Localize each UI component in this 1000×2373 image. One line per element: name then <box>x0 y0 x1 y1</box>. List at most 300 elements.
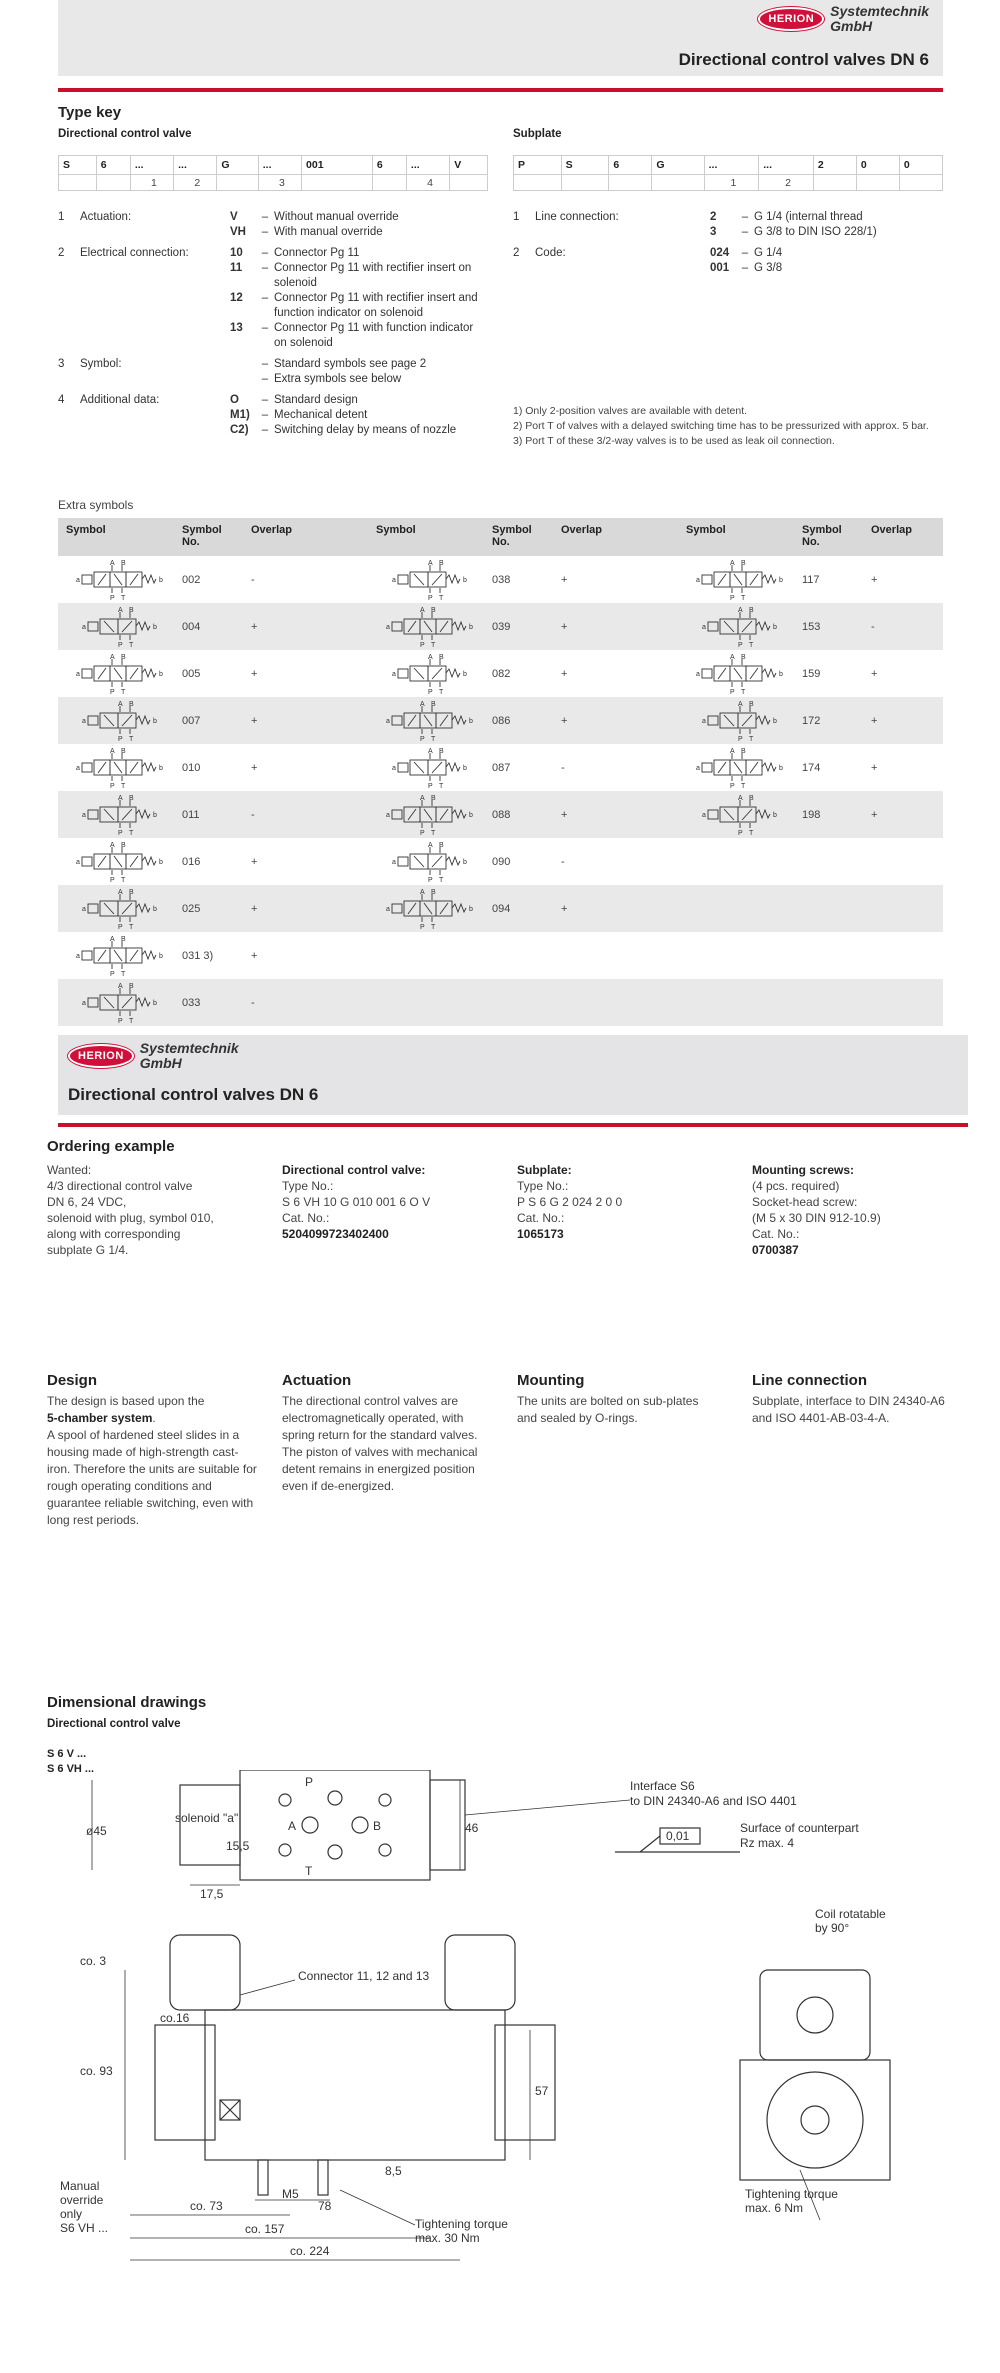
wanted-line: solenoid with plug, symbol 010, <box>47 1211 214 1225</box>
svg-text:A: A <box>730 747 735 755</box>
symbol-number: 088 <box>492 808 511 821</box>
lbl-co73: co. 73 <box>190 2199 223 2213</box>
svg-text:P: P <box>428 876 433 882</box>
valve-symbol <box>63 654 173 694</box>
svg-text:A: A <box>118 888 123 896</box>
dim-model-1: S 6 V ... <box>47 1748 87 1760</box>
valve-label: Directional control valve: <box>282 1163 426 1177</box>
svg-text:P: P <box>428 782 433 788</box>
symbol-overlap: + <box>251 949 258 962</box>
lbl-d85: 8,5 <box>385 2164 402 2178</box>
svg-text:a: a <box>386 623 390 631</box>
svg-text:A: A <box>428 841 433 849</box>
wanted-line: 4/3 directional control valve <box>47 1179 193 1193</box>
symbol-cell <box>683 744 793 791</box>
svg-text:T: T <box>431 923 436 929</box>
item-label: Code: <box>535 247 566 259</box>
symbol-col-header: Overlap <box>561 524 602 536</box>
option-line <box>710 210 943 225</box>
lbl-manual-2: override <box>60 2193 104 2207</box>
svg-text:A: A <box>110 747 115 755</box>
sub-cat-label: Cat. No.: <box>517 1211 565 1225</box>
svg-text:P: P <box>118 735 123 741</box>
valve-symbol <box>373 607 483 647</box>
svg-text:b: b <box>773 811 777 819</box>
symbol-overlap: + <box>561 714 568 727</box>
option-text: With manual override <box>274 226 383 238</box>
subplate-code-2: 6 <box>609 156 652 175</box>
symbol-overlap: + <box>251 667 258 680</box>
symbol-overlap: - <box>251 808 255 821</box>
valve-symbol <box>373 560 483 600</box>
page-header-2 <box>58 1035 968 1115</box>
svg-text:P: P <box>420 641 425 647</box>
side-solenoid-b <box>495 2025 555 2140</box>
option-text: Connector Pg 11 with rectifier insert and function indicator on solenoid <box>274 292 478 319</box>
symbol-number: 086 <box>492 714 511 727</box>
item-options <box>710 210 943 240</box>
item-num: 4 <box>58 394 65 406</box>
svg-text:a: a <box>392 576 396 584</box>
svg-text:b: b <box>773 717 777 725</box>
svg-text:T: T <box>439 782 444 788</box>
option-code: 13 <box>230 322 243 334</box>
svg-text:b: b <box>463 576 467 584</box>
symbol-cell <box>683 603 793 650</box>
subplate-subhead: Subplate <box>513 128 562 140</box>
lineconn-title: Line connection <box>752 1372 868 1389</box>
page-header <box>58 0 943 76</box>
option-text: Without manual override <box>274 211 399 223</box>
svg-text:a: a <box>82 717 86 725</box>
svg-text:b: b <box>779 670 783 678</box>
symbol-overlap: + <box>251 761 258 774</box>
svg-text:T: T <box>121 688 126 694</box>
svg-text:B: B <box>129 888 134 896</box>
option-dash: – <box>261 394 269 406</box>
item-label: Actuation: <box>80 211 132 223</box>
subplate-idx-0 <box>514 175 562 191</box>
valve-idx-8: 4 <box>406 175 449 191</box>
option-dash: – <box>741 226 749 238</box>
svg-text:A: A <box>428 559 433 567</box>
option-line <box>230 261 488 291</box>
symbol-number: 002 <box>182 573 201 586</box>
connector-b <box>445 1935 515 2010</box>
symbol-overlap: + <box>251 714 258 727</box>
lbl-torque-2a: Tightening torque <box>745 2187 838 2201</box>
svg-text:A: A <box>420 700 425 708</box>
screw-line: (M 5 x 30 DIN 912-10.9) <box>752 1211 881 1225</box>
svg-text:b: b <box>469 623 473 631</box>
symbol-cell <box>373 885 483 932</box>
symbol-overlap: + <box>251 855 258 868</box>
sub-cat: 1065173 <box>517 1227 564 1241</box>
symbol-overlap: + <box>561 620 568 633</box>
svg-text:P: P <box>110 782 115 788</box>
symbol-overlap: - <box>251 996 255 1009</box>
subplate-idx-2 <box>609 175 652 191</box>
option-code: 11 <box>230 262 243 274</box>
symbol-row <box>58 791 943 838</box>
symbol-number: 007 <box>182 714 201 727</box>
valve-code-0: S <box>59 156 97 175</box>
item-num: 1 <box>58 211 65 223</box>
svg-text:A: A <box>738 606 743 614</box>
subplate-code-6: 2 <box>813 156 856 175</box>
svg-text:b: b <box>159 764 163 772</box>
lbl-d155: 15,5 <box>226 1839 250 1853</box>
logo-line2: GmbH <box>830 18 873 34</box>
svg-text:A: A <box>428 747 433 755</box>
lbl-connector: Connector 11, 12 and 13 <box>298 1969 430 1983</box>
design-section: Design The design is based upon the 5-chamber system. A spool of hardened steel slides in a housing made of high-strength cast-iron. Therefore the units are suitable for rough operating conditions and guarantee reliable switching, even with long rest periods. <box>47 1372 257 1527</box>
svg-text:b: b <box>159 858 163 866</box>
svg-text:a: a <box>392 858 396 866</box>
svg-text:B: B <box>431 888 436 896</box>
svg-text:A: A <box>738 700 743 708</box>
dim-model-2: S 6 VH ... <box>47 1763 95 1775</box>
symbol-cell <box>373 650 483 697</box>
svg-text:a: a <box>82 811 86 819</box>
symbols-header <box>58 518 943 556</box>
valve-idx-7 <box>372 175 406 191</box>
sub-label: Subplate: <box>517 1163 572 1177</box>
lbl-surface-2: Rz max. 4 <box>740 1836 795 1850</box>
valve-symbol <box>373 795 483 835</box>
symbol-overlap: + <box>871 808 878 821</box>
typekey-item <box>58 210 488 240</box>
ordering-title: Ordering example <box>47 1138 175 1155</box>
lbl-coil-2: by 90° <box>815 1921 850 1935</box>
valve-symbol <box>373 748 483 788</box>
typekey-item <box>58 246 488 351</box>
svg-text:A: A <box>110 559 115 567</box>
top-view-solenoid-a <box>180 1785 240 1865</box>
symbol-cell <box>63 556 173 603</box>
option-code: 3 <box>710 226 717 238</box>
symbol-number: 174 <box>802 761 821 774</box>
svg-text:P: P <box>730 782 735 788</box>
svg-text:a: a <box>702 811 706 819</box>
option-code: C2) <box>230 424 249 436</box>
item-options <box>230 210 488 240</box>
lbl-d175: 17,5 <box>200 1887 224 1901</box>
symbol-row <box>58 979 943 1026</box>
typekey-item <box>513 246 943 276</box>
option-line <box>710 225 943 240</box>
end-view-coil <box>740 2060 890 2180</box>
svg-text:a: a <box>392 670 396 678</box>
option-dash: – <box>261 424 269 436</box>
svg-text:P: P <box>118 1017 123 1023</box>
svg-text:A: A <box>118 606 123 614</box>
mounting-text: The units are bolted on sub-plates and sealed by O-rings. <box>517 1394 699 1425</box>
symbol-col-header: Symbol <box>66 524 106 536</box>
svg-text:A: A <box>428 653 433 661</box>
svg-text:A: A <box>420 606 425 614</box>
item-num: 2 <box>513 247 520 259</box>
side-view-body <box>205 2010 505 2160</box>
svg-text:T: T <box>439 688 444 694</box>
lbl-port-p: P <box>305 1775 314 1789</box>
svg-text:b: b <box>773 623 777 631</box>
svg-text:b: b <box>153 905 157 913</box>
svg-text:T: T <box>749 735 754 741</box>
svg-text:B: B <box>439 559 444 567</box>
end-view-connector <box>760 1970 870 2060</box>
symbol-number: 011 <box>182 808 200 821</box>
symbol-row <box>58 556 943 603</box>
symbol-col-header: Symbol <box>376 524 416 536</box>
valve-idx-4 <box>217 175 258 191</box>
symbol-cell <box>63 791 173 838</box>
svg-text:P: P <box>420 923 425 929</box>
footnote: 3) Port T of these 3/2-way valves is to be used as leak oil connection. <box>513 435 835 447</box>
symbol-cell <box>63 979 173 1026</box>
svg-text:T: T <box>431 829 436 835</box>
symbol-cell <box>683 650 793 697</box>
svg-text:T: T <box>741 782 746 788</box>
option-line <box>230 210 488 225</box>
svg-text:a: a <box>76 952 80 960</box>
design-p2: A spool of hardened steel slides in a housing made of high-strength cast-iron. Therefore the units are suitable for rough operating conditions and guarantee reliable switching, even with long rest periods. <box>47 1428 257 1527</box>
lbl-port-b: B <box>373 1819 382 1833</box>
svg-text:b: b <box>463 670 467 678</box>
subplate-code-3: G <box>652 156 704 175</box>
red-divider-2 <box>58 1123 968 1127</box>
valve-code-9: V <box>450 156 488 175</box>
symbol-cell <box>373 791 483 838</box>
valve-symbol <box>373 701 483 741</box>
ordering-wanted <box>47 1162 267 1258</box>
subplate-idx-1 <box>561 175 609 191</box>
item-options <box>710 246 943 276</box>
symbol-number: 025 <box>182 902 201 915</box>
subplate-idx-3 <box>652 175 704 191</box>
valve-symbol <box>683 748 793 788</box>
valve-code-2: ... <box>130 156 173 175</box>
item-label: Electrical connection: <box>80 247 189 259</box>
svg-text:P: P <box>110 688 115 694</box>
symbol-number: 004 <box>182 620 201 633</box>
svg-text:a: a <box>82 999 86 1007</box>
valve-symbol <box>63 607 173 647</box>
item-options <box>230 393 488 438</box>
lbl-co16: co.16 <box>160 2011 190 2025</box>
symbol-number: 094 <box>492 902 511 915</box>
svg-text:T: T <box>741 594 746 600</box>
herion-logo <box>758 4 929 34</box>
subplate-code-0: P <box>514 156 562 175</box>
svg-text:A: A <box>110 935 115 943</box>
item-options <box>230 246 488 351</box>
valve-symbol <box>683 560 793 600</box>
lbl-m5: M5 <box>282 2187 299 2201</box>
valve-code-table <box>58 155 488 191</box>
option-line <box>230 372 488 387</box>
option-line <box>230 291 488 321</box>
logo-line2-2: GmbH <box>139 1055 182 1071</box>
svg-text:P: P <box>738 735 743 741</box>
svg-text:B: B <box>439 841 444 849</box>
document-title-2: Directional control valves DN 6 <box>68 1085 319 1104</box>
wanted-line: DN 6, 24 VDC, <box>47 1195 127 1209</box>
svg-text:B: B <box>749 606 754 614</box>
svg-text:T: T <box>439 594 444 600</box>
symbol-col-header: Overlap <box>251 524 292 536</box>
side-solenoid-a <box>155 2025 215 2140</box>
symbol-overlap: + <box>871 714 878 727</box>
symbol-overlap: + <box>561 573 568 586</box>
option-code: M1) <box>230 409 250 421</box>
svg-text:P: P <box>110 970 115 976</box>
option-line <box>230 393 488 408</box>
symbol-cell <box>683 791 793 838</box>
symbol-row <box>58 838 943 885</box>
svg-text:A: A <box>420 794 425 802</box>
option-dash: – <box>261 226 269 238</box>
valve-symbol <box>373 889 483 929</box>
mounting-title: Mounting <box>517 1372 585 1389</box>
symbol-number: 031 3) <box>182 949 214 962</box>
svg-text:b: b <box>153 717 157 725</box>
svg-text:b: b <box>153 623 157 631</box>
svg-text:a: a <box>82 905 86 913</box>
lbl-d57: 57 <box>535 2084 549 2098</box>
svg-text:a: a <box>76 670 80 678</box>
symbol-number: 039 <box>492 620 511 633</box>
symbol-row <box>58 932 943 979</box>
svg-text:b: b <box>779 576 783 584</box>
valve-idx-1 <box>96 175 130 191</box>
svg-text:B: B <box>129 982 134 990</box>
symbol-number: 033 <box>182 996 201 1009</box>
symbol-cell <box>63 932 173 979</box>
option-dash: – <box>261 358 269 370</box>
symbol-number: 016 <box>182 855 201 868</box>
wanted-line: along with corresponding <box>47 1227 181 1241</box>
logo-badge: HERION <box>758 7 824 31</box>
svg-text:B: B <box>121 747 126 755</box>
symbol-row <box>58 697 943 744</box>
option-code: O <box>230 394 239 406</box>
valve-subhead: Directional control valve <box>58 128 192 140</box>
valve-symbol <box>683 701 793 741</box>
option-code: 2 <box>710 211 717 223</box>
symbol-overlap: + <box>251 620 258 633</box>
red-divider <box>58 88 943 92</box>
svg-text:P: P <box>730 594 735 600</box>
symbol-number: 172 <box>802 714 821 727</box>
symbol-col-header: Symbol No. <box>182 524 222 548</box>
valve-idx-2: 1 <box>130 175 173 191</box>
svg-text:B: B <box>741 653 746 661</box>
symbol-cell <box>63 650 173 697</box>
option-code <box>230 357 256 372</box>
typekey-items <box>58 210 488 444</box>
subplate-idx-8 <box>899 175 942 191</box>
svg-text:T: T <box>129 829 134 835</box>
lbl-co157: co. 157 <box>245 2222 285 2236</box>
option-line <box>230 321 488 351</box>
option-line <box>230 225 488 240</box>
ordering-subplate <box>517 1162 737 1242</box>
svg-text:b: b <box>469 905 473 913</box>
svg-text:T: T <box>129 641 134 647</box>
svg-text:T: T <box>121 970 126 976</box>
wanted-line: subplate G 1/4. <box>47 1243 129 1257</box>
footnotes <box>513 405 943 450</box>
svg-text:b: b <box>463 858 467 866</box>
svg-text:P: P <box>110 594 115 600</box>
svg-text:P: P <box>738 829 743 835</box>
ordering-screws <box>752 1162 972 1258</box>
subplate-idx-7 <box>856 175 899 191</box>
subplate-code-4: ... <box>704 156 759 175</box>
svg-text:b: b <box>159 670 163 678</box>
svg-text:b: b <box>159 576 163 584</box>
symbol-row <box>58 650 943 697</box>
symbol-cell <box>63 744 173 791</box>
symbol-col-header: Symbol No. <box>492 524 532 548</box>
lineconn-text: Subplate, interface to DIN 24340-A6 and ISO 4401-AB-03-4-A. <box>752 1394 945 1425</box>
option-dash: – <box>261 211 269 223</box>
option-text: G 3/8 <box>754 262 783 274</box>
subplate-idx-4: 1 <box>704 175 759 191</box>
sub-type: P S 6 G 2 024 2 0 0 <box>517 1195 623 1209</box>
symbol-overlap: + <box>251 902 258 915</box>
typekey-item <box>58 393 488 438</box>
screw-line: (4 pcs. required) <box>752 1179 840 1193</box>
svg-text:P: P <box>428 594 433 600</box>
option-line <box>230 423 488 438</box>
svg-text:A: A <box>118 982 123 990</box>
lbl-torque-2b: max. 6 Nm <box>745 2201 804 2215</box>
svg-text:T: T <box>439 876 444 882</box>
subplate-idx-5: 2 <box>759 175 814 191</box>
svg-text:T: T <box>129 923 134 929</box>
valve-symbol <box>63 889 173 929</box>
option-text: G 1/4 <box>754 247 783 259</box>
svg-text:a: a <box>386 811 390 819</box>
valve-idx-5: 3 <box>258 175 301 191</box>
lbl-co93: co. 93 <box>80 2064 113 2078</box>
dim-sub: Directional control valve <box>47 1718 181 1730</box>
symbol-number: 159 <box>802 667 821 680</box>
option-dash: – <box>741 247 749 259</box>
typekey-item <box>58 357 488 387</box>
valve-cat: 5204099723402400 <box>282 1227 389 1241</box>
logo-line1-2: Systemtechnik <box>139 1040 239 1056</box>
svg-text:B: B <box>129 700 134 708</box>
item-num: 2 <box>58 247 65 259</box>
svg-text:P: P <box>110 876 115 882</box>
valve-symbol <box>373 654 483 694</box>
symbol-number: 087 <box>492 761 511 774</box>
symbol-row <box>58 603 943 650</box>
symbol-cell <box>373 603 483 650</box>
valve-symbol <box>63 748 173 788</box>
svg-text:a: a <box>76 764 80 772</box>
svg-text:a: a <box>696 576 700 584</box>
option-dash: – <box>261 247 269 259</box>
lbl-interface-2: to DIN 24340-A6 and ISO 4401 <box>630 1794 797 1808</box>
symbol-overlap: - <box>561 855 565 868</box>
svg-text:b: b <box>159 952 163 960</box>
option-line <box>230 246 488 261</box>
valve-symbol <box>373 842 483 882</box>
